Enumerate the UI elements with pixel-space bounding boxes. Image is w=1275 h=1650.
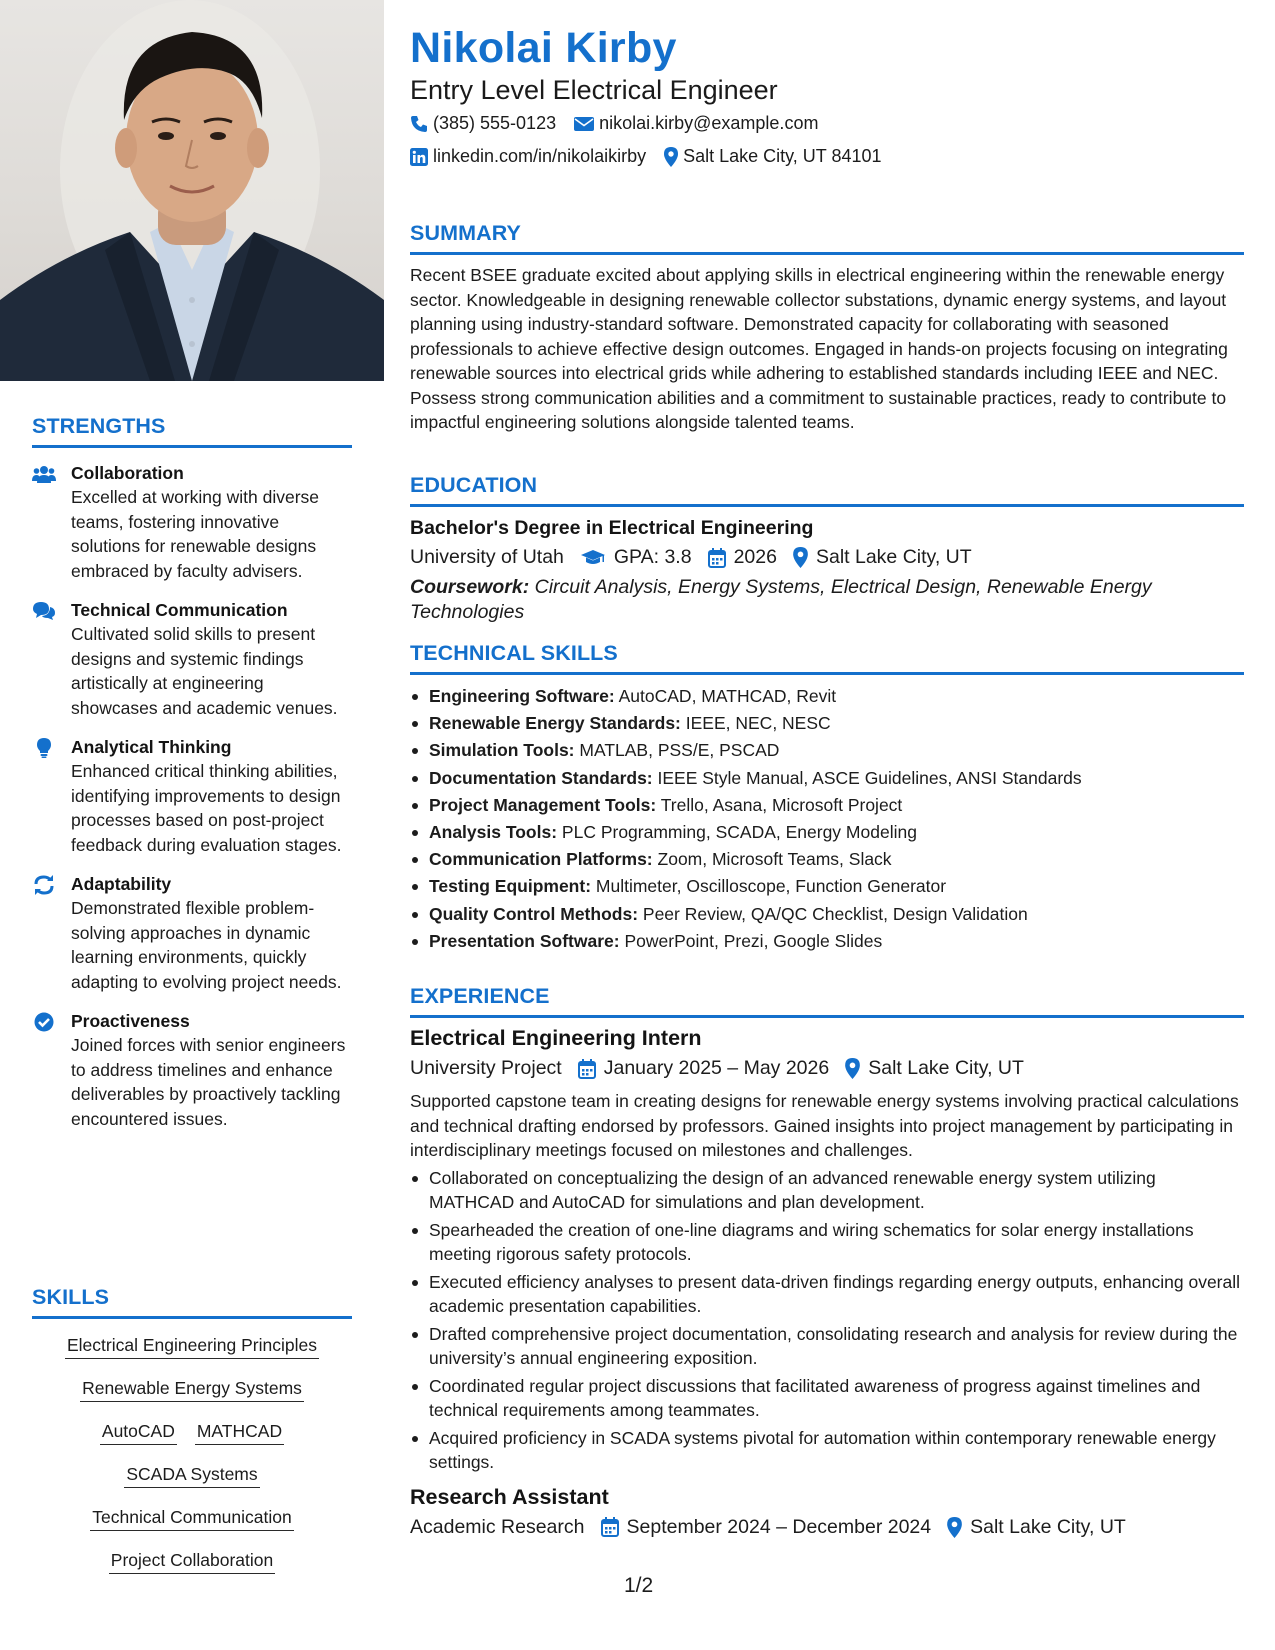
linkedin-text[interactable]: linkedin.com/in/nikolaikirby [433, 146, 647, 166]
technical-skills-title: TECHNICAL SKILLS [410, 641, 618, 665]
job-summary: Supported capstone team in creating designs for renewable energy systems involving practical calculations and technical drafting endorsed by professors. Gained insights into project management by participating in interdisciplinary meetings focused on milestones and challenges. [410, 1091, 1239, 1160]
phone-item [410, 113, 556, 134]
strength-desc: Cultivated solid skills to present designs and systemic findings artistically at engineering showcases and academic venues. [71, 624, 338, 718]
map-pin-icon [845, 1058, 860, 1079]
skill-chip: AutoCAD [100, 1419, 177, 1445]
skill-chip: SCADA Systems [124, 1462, 259, 1488]
skill-label: Project Management Tools: [429, 794, 657, 815]
list-item [410, 873, 1244, 900]
section-rule [410, 1015, 1244, 1018]
list-item [410, 846, 1244, 873]
school-name: University of Utah [410, 546, 564, 568]
skill-label: Documentation Standards: [429, 767, 653, 788]
strengths-title: STRENGTHS [32, 414, 166, 438]
left-column [0, 0, 384, 1650]
skills-section [32, 1285, 352, 1591]
skill-chip: MATHCAD [195, 1419, 284, 1445]
job-bullets [410, 1166, 1244, 1475]
sync-icon [32, 875, 56, 895]
strength-item [32, 462, 352, 583]
job-meta [410, 1516, 1244, 1539]
experience-section [410, 984, 1244, 1539]
map-pin-icon [793, 547, 808, 568]
section-rule [32, 445, 352, 448]
calendar-icon [708, 548, 726, 568]
phone-icon [410, 115, 428, 133]
job-dates: January 2025 – May 2026 [603, 1057, 830, 1079]
list-item [410, 792, 1244, 819]
skill-value: Zoom, Microsoft Teams, Slack [657, 849, 892, 870]
skill-label: Quality Control Methods: [429, 903, 639, 924]
list-item [410, 765, 1244, 792]
skill-chip: Renewable Energy Systems [80, 1376, 304, 1402]
contact-row-2 [410, 146, 900, 167]
list-item: Executed efficiency analyses to present data-driven findings regarding energy outputs, enhancing overall academic presentation capabilities. [410, 1270, 1244, 1319]
users-icon [32, 464, 56, 484]
job-location: Salt Lake City, UT [970, 1515, 1126, 1538]
skill-label: Analysis Tools: [429, 822, 558, 843]
email-item[interactable] [574, 113, 818, 134]
strength-name: Adaptability [71, 874, 172, 894]
contact-row-1 [410, 113, 836, 134]
strength-item [32, 599, 352, 720]
gpa-text: GPA: 3.8 [613, 546, 692, 568]
summary-text: Recent BSEE graduate excited about applying skills in electrical engineering within the renewable energy sector. Knowledgeable in designing renewable collector substations, dynamic energy systems, and layout planning using industry-standard software. Demonstrated capacity for collaborating with seasoned professionals to achieve effective design outcomes. Engaged in hands-on projects focusing on integrating renewable sources into electrical grids while adhering to established standards including IEEE and NEC. Possess strong communication abilities and a commitment to sustainable practices, ready to contribute to impactful engineering solutions alongside talented teams. [410, 265, 1228, 432]
strength-item [32, 873, 352, 994]
skill-chip: Project Collaboration [109, 1548, 275, 1574]
email-text[interactable]: nikolai.kirby@example.com [599, 113, 819, 133]
skill-value: IEEE, NEC, NESC [685, 713, 831, 734]
strength-item [32, 1010, 352, 1131]
skill-value: MATLAB, PSS/E, PSCAD [579, 740, 780, 761]
phone-text: (385) 555-0123 [433, 113, 557, 133]
skill-value: Trello, Asana, Microsoft Project [660, 794, 903, 815]
list-item [410, 901, 1244, 928]
technical-skills-list [410, 683, 1244, 955]
map-pin-icon [664, 147, 678, 167]
skill-label: Communication Platforms: [429, 849, 653, 870]
list-item: Spearheaded the creation of one-line diagrams and wiring schematics for solar energy installations meeting rigorous safety protocols. [410, 1218, 1244, 1267]
linkedin-item[interactable] [410, 146, 646, 167]
section-rule [410, 672, 1244, 675]
job-role: Electrical Engineering Intern [410, 1026, 702, 1050]
skills-title: SKILLS [32, 1285, 110, 1309]
skill-label: Engineering Software: [429, 686, 615, 706]
list-item: Coordinated regular project discussions that facilitated awareness of progress against timelines and technical requirements among teammates. [410, 1374, 1244, 1423]
experience-title: EXPERIENCE [410, 984, 550, 1008]
strength-desc: Demonstrated flexible problem-solving approaches in dynamic learning environments, quickly adapting to evolving project needs. [71, 898, 342, 992]
skill-label: Testing Equipment: [429, 876, 592, 897]
job-dates: September 2024 – December 2024 [626, 1515, 932, 1538]
section-rule [410, 504, 1244, 507]
school-location: Salt Lake City, UT [815, 546, 972, 568]
map-pin-icon [947, 1517, 962, 1538]
skill-value: Multimeter, Oscilloscope, Function Generator [595, 876, 947, 897]
skill-label: Presentation Software: [429, 930, 620, 951]
technical-skills-section [410, 641, 1244, 955]
job-meta [410, 1057, 1244, 1080]
skill-chip: Electrical Engineering Principles [65, 1333, 319, 1359]
strength-name: Analytical Thinking [71, 737, 232, 757]
coursework [410, 575, 1244, 624]
job-org: University Project [410, 1057, 562, 1079]
list-item [410, 819, 1244, 846]
profile-photo [0, 0, 384, 381]
degree-name: Bachelor's Degree in Electrical Engineering [410, 517, 814, 539]
summary-section [410, 221, 1244, 435]
strength-desc: Joined forces with senior engineers to address timelines and enhance deliverables by proactively tackling encountered issues. [71, 1035, 346, 1129]
page-number: 1/2 [624, 1574, 654, 1597]
comments-icon [32, 601, 56, 621]
location-text: Salt Lake City, UT 84101 [683, 146, 882, 166]
skill-value: PLC Programming, SCADA, Energy Modeling [561, 822, 917, 843]
job-entry [410, 1485, 1244, 1539]
skills-list [32, 1333, 352, 1574]
section-rule [32, 1316, 352, 1319]
job-location: Salt Lake City, UT [868, 1057, 1024, 1079]
lightbulb-icon [32, 738, 56, 758]
section-rule [410, 252, 1244, 255]
job-org: Academic Research [410, 1515, 585, 1538]
list-item: Collaborated on conceptualizing the design of an advanced renewable energy system utilizing MATHCAD and AutoCAD for simulations and plan development. [410, 1166, 1244, 1215]
strength-name: Proactiveness [71, 1011, 190, 1031]
strength-desc: Excelled at working with diverse teams, fostering innovative solutions for renewable designs embraced by faculty advisers. [71, 487, 320, 581]
calendar-icon [578, 1059, 596, 1079]
skill-value: IEEE Style Manual, ASCE Guidelines, ANSI Standards [657, 767, 1082, 788]
list-item: Drafted comprehensive project documentation, consolidating research and analysis for review during the university’s annual engineering exposition. [410, 1322, 1244, 1371]
education-title: EDUCATION [410, 473, 538, 497]
list-item [410, 928, 1244, 955]
graduation-cap-icon [580, 549, 606, 567]
candidate-title: Entry Level Electrical Engineer [410, 75, 778, 105]
summary-title: SUMMARY [410, 221, 521, 245]
strength-item [32, 736, 352, 857]
envelope-icon [574, 116, 594, 132]
list-item [410, 683, 1244, 710]
location-item [664, 146, 881, 167]
strength-name: Collaboration [71, 463, 184, 483]
graduation-year: 2026 [733, 546, 777, 568]
skill-value: AutoCAD, MATHCAD, Revit [618, 686, 837, 706]
job-entry [410, 1026, 1244, 1475]
calendar-icon [601, 1517, 619, 1537]
check-circle-icon [32, 1012, 56, 1032]
strengths-list [32, 462, 352, 1131]
coursework-label: Coursework: [410, 576, 530, 598]
skill-value: PowerPoint, Prezi, Google Slides [624, 930, 883, 951]
strength-desc: Enhanced critical thinking abilities, identifying improvements to design processes based on post-project feedback during evaluation stages. [71, 761, 342, 855]
list-item [410, 710, 1244, 737]
skill-label: Renewable Energy Standards: [429, 713, 681, 734]
education-meta [410, 546, 1244, 569]
list-item [410, 737, 1244, 764]
skill-value: Peer Review, QA/QC Checklist, Design Validation [642, 903, 1028, 924]
strength-name: Technical Communication [71, 600, 288, 620]
list-item: Acquired proficiency in SCADA systems pivotal for automation within contemporary renewable energy settings. [410, 1426, 1244, 1475]
linkedin-icon [410, 148, 428, 166]
skill-chip: Technical Communication [90, 1505, 293, 1531]
candidate-name: Nikolai Kirby [410, 24, 677, 72]
strengths-section [32, 414, 352, 1131]
job-role: Research Assistant [410, 1484, 609, 1509]
skill-label: Simulation Tools: [429, 740, 575, 761]
education-section [410, 473, 1244, 624]
coursework-text: Circuit Analysis, Energy Systems, Electrical Design, Renewable Energy Technologies [410, 576, 1152, 623]
